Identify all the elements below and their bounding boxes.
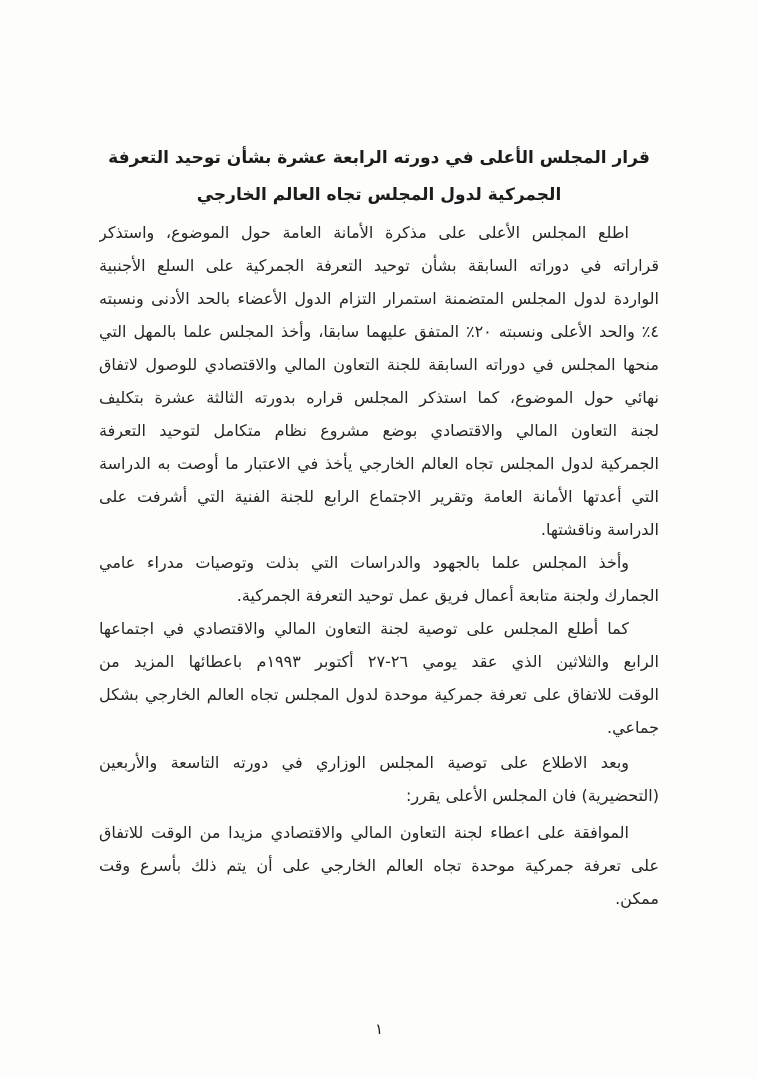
- body-line: (التحضيرية) فان المجلس الأعلى يقرر:: [406, 786, 659, 805]
- body-line: كما أطلع المجلس على توصية لجنة التعاون المالي والاقتصادي في اجتماعها: [99, 619, 629, 638]
- body-line: الموافقة على اعطاء لجنة التعاون المالي والاقتصادي مزيدا من الوقت للاتفاق: [99, 823, 629, 842]
- body-line: التي أعدتها الأمانة العامة وتقرير الاجتماع الرابع للجنة الفنية التي أشرفت على: [99, 487, 659, 506]
- body-line: الوقت للاتفاق على تعرفة جمركية موحدة لدول المجلس تجاه العالم الخارجي بشكل: [99, 685, 659, 704]
- body-line: الواردة لدول المجلس المتضمنة استمرار التزام الدول الأعضاء بالحد الأدنى ونسبته: [99, 289, 659, 308]
- body-line: ممكن.: [615, 889, 659, 908]
- body-line: قراراته في دوراته السابقة بشأن توحيد التعرفة الجمركية على السلع الأجنبية: [99, 256, 659, 275]
- paragraph-2: [99, 546, 659, 612]
- body-line: على تعرفة جمركية موحدة تجاه العالم الخارجي على أن يتم ذلك بأسرع وقت: [99, 856, 659, 875]
- body-line: وأخذ المجلس علما بالجهود والدراسات التي بذلت وتوصيات مدراء عامي: [99, 553, 629, 572]
- body-line: منحها المجلس في دوراته السابقة للجنة التعاون المالي والاقتصادي للوصول لاتفاق: [99, 355, 659, 374]
- body-line: جماعي.: [607, 718, 659, 737]
- body-line: اطلع المجلس الأعلى على مذكرة الأمانة العامة حول الموضوع، واستذكر: [99, 223, 629, 242]
- body-line: الجمركية لدول المجلس تجاه العالم الخارجي يأخذ في الاعتبار ما أوصت به الدراسة: [99, 454, 659, 473]
- body-line: الجمارك ولجنة متابعة أعمال فريق عمل توحيد التعرفة الجمركية.: [236, 586, 659, 605]
- title-line-2: الجمركية لدول المجلس تجاه العالم الخارجي: [196, 185, 562, 205]
- paragraph-5: [99, 816, 659, 915]
- document-body: [99, 216, 659, 915]
- paragraph-1: [99, 216, 659, 546]
- paragraph-3: [99, 612, 659, 744]
- body-line: نهائي حول الموضوع، كما استذكر المجلس قراره بدورته الثالثة عشرة بتكليف: [99, 388, 659, 407]
- title-line-1: قرار المجلس الأعلى في دورته الرابعة عشرة بشأن توحيد التعرفة: [108, 148, 650, 168]
- body-line: الدراسة وناقشتها.: [540, 520, 659, 539]
- page-number: ١: [374, 1020, 384, 1038]
- body-line: لجنة التعاون المالي والاقتصادي بوضع مشروع نظام متكامل لتوحيد التعرفة: [99, 421, 659, 440]
- paragraph-4: [99, 746, 659, 812]
- body-line: وبعد الاطلاع على توصية المجلس الوزاري في دورته التاسعة والأربعين: [99, 753, 629, 772]
- body-line: ٤٪ والحد الأعلى ونسبته ٢٠٪ المتفق عليهما سابقا، وأخذ المجلس علما بالمهل التي: [99, 322, 659, 341]
- body-line: الرابع والثلاثين الذي عقد يومي ٢٦-٢٧ أكتوبر ١٩٩٣م باعطائها المزيد من: [99, 652, 659, 671]
- document-title: [0, 140, 758, 214]
